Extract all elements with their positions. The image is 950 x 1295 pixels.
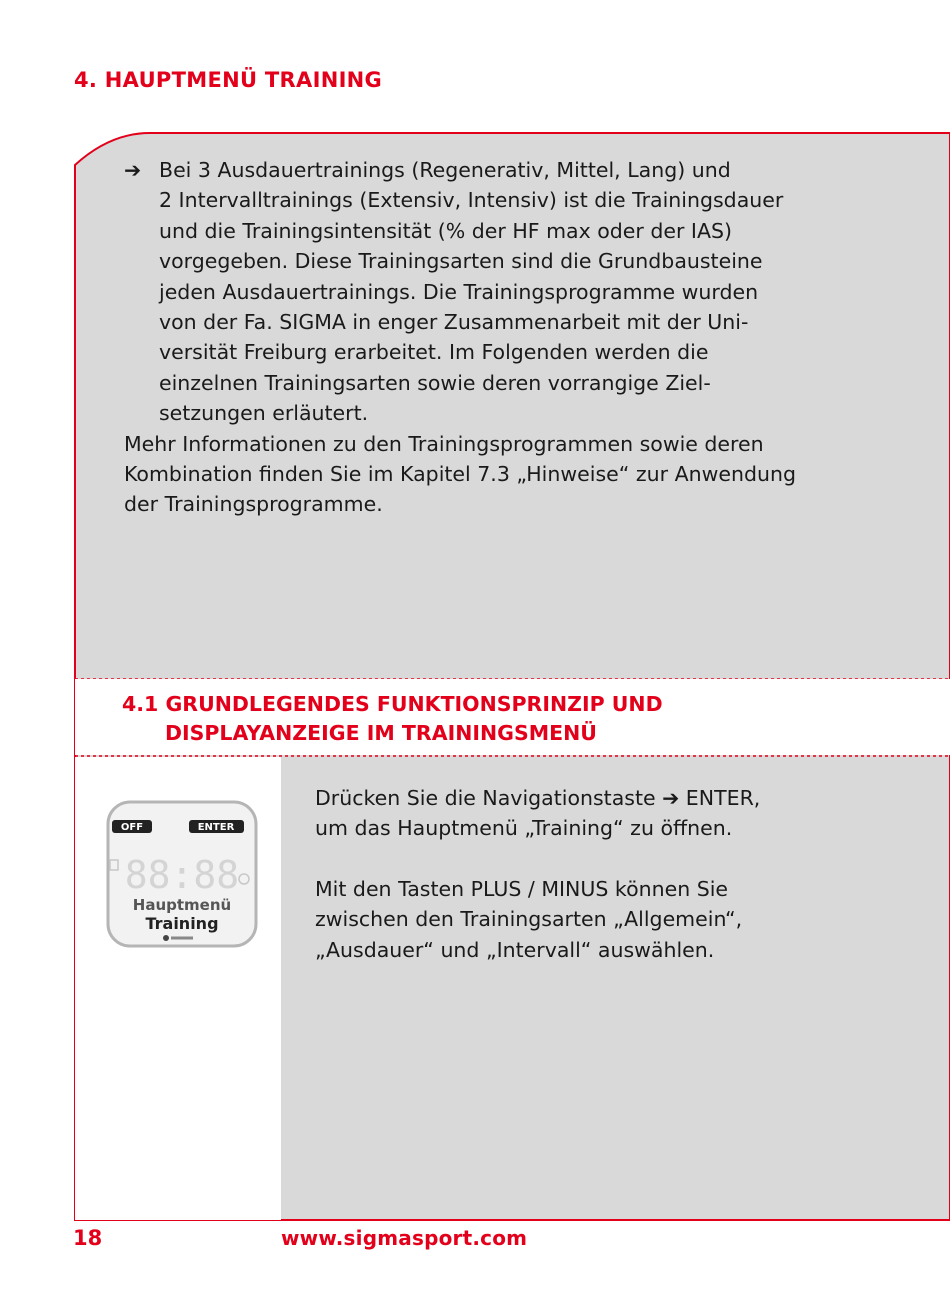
text-line: versität Freiburg erarbeitet. Im Folgenden werden die	[159, 340, 709, 365]
subsection-heading	[122, 690, 663, 748]
website-link[interactable]: www.sigmasport.com	[281, 1226, 528, 1250]
display-line2: Training	[145, 914, 219, 933]
text-line: um das Hauptmenü „Training“ zu öffnen.	[315, 816, 733, 841]
display-enter-button: ENTER	[197, 822, 235, 833]
text-line: vorgegeben. Diese Trainingsarten sind die Grundbausteine	[159, 249, 763, 274]
instruction-text	[315, 783, 915, 965]
paragraph-enter	[315, 783, 915, 844]
text-line: setzungen erläutert.	[159, 401, 369, 426]
text-line: einzelnen Trainingsarten sowie deren vorrangige Ziel-	[159, 370, 711, 395]
chapter-heading: 4. HAUPTMENÜ TRAINING	[74, 68, 383, 92]
paragraph-plus-minus	[315, 874, 915, 965]
text-line: „Ausdauer“ und „Intervall“ auswählen.	[315, 937, 715, 962]
section-title-line2: DISPLAYANZEIGE IM TRAININGSMENÜ	[165, 721, 597, 745]
section-number: 4.1	[122, 692, 159, 716]
more-info-paragraph	[124, 429, 824, 520]
text-line: Kombination finden Sie im Kapitel 7.3 „Hinweise“ zur Anwendung	[124, 462, 796, 487]
arrow-right-icon: ➔	[124, 158, 142, 182]
text-line: Mehr Informationen zu den Trainingsprogrammen sowie deren	[124, 431, 764, 456]
device-display-illustration	[104, 798, 260, 950]
text-line: Bei 3 Ausdauertrainings (Regenerativ, Mittel, Lang) und	[159, 158, 731, 182]
page-number: 18	[73, 1226, 103, 1250]
sigma-logo-icon	[163, 935, 169, 941]
text-line: von der Fa. SIGMA in enger Zusammenarbeit mit der Uni-	[159, 310, 749, 335]
text-line: jeden Ausdauertrainings. Die Trainingsprogramme wurden	[159, 279, 759, 304]
section-title-line1: GRUNDLEGENDES FUNKTIONSPRINZIP UND	[165, 692, 663, 716]
text-line: Drücken Sie die Navigationstaste ➔ ENTER,	[315, 786, 761, 810]
intro-text	[124, 155, 824, 520]
text-line: 2 Intervalltrainings (Extensiv, Intensiv) ist die Trainingsdauer	[159, 188, 784, 213]
text-line: und die Trainingsintensität (% der HF max oder der IAS)	[159, 218, 733, 243]
text-line: Mit den Tasten PLUS / MINUS können Sie	[315, 876, 729, 901]
display-line1: Hauptmenü	[132, 896, 232, 914]
bullet-item	[124, 155, 824, 429]
text-line: zwischen den Trainingsarten „Allgemein“,	[315, 907, 743, 932]
display-digits: 88:88	[124, 853, 240, 897]
text-line: der Trainingsprogramme.	[124, 492, 383, 517]
display-off-button: OFF	[120, 822, 144, 833]
